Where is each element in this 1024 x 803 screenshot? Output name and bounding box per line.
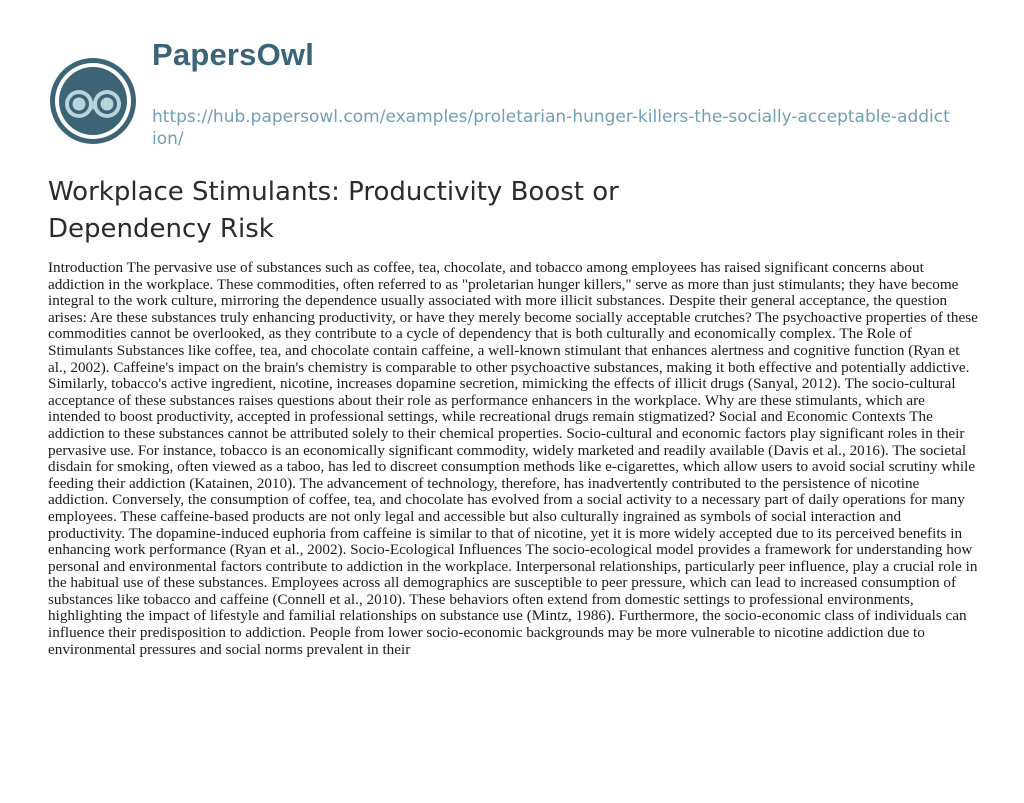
brand-name: PapersOwl [152, 37, 315, 72]
source-url-link[interactable]: https://hub.papersowl.com/examples/proletarian-hunger-killers-the-socially-acceptable-addiction/ [152, 107, 950, 149]
document-title: Workplace Stimulants: Productivity Boost or Dependency Risk [48, 177, 619, 244]
document-body: Introduction The pervasive use of substances such as coffee, tea, chocolate, and tobacco among employees has raised significant concerns about addiction in the workplace. These commodities, often referred to as "proletarian hunger killers," serve as more than just stimulants; they have become integral to the work culture, mirroring the dependence usually associated with more illicit substances. Despite their general acceptance, the question arises: Are these substances truly enhancing productivity, or have they merely become socially acceptable crutches? The psychoactive properties of these commodities cannot be overlooked, as they contribute to a cycle of dependency that is both culturally and economically complex. The Role of Stimulants Substances like coffee, tea, and chocolate contain caffeine, a well-known stimulant that enhances alertness and cognitive function (Ryan et al., 2002). Caffeine's impact on the brain's chemistry is comparable to other psychoactive substances, making it both effective and potentially addictive. Similarly, tobacco's active ingredient, nicotine, increases dopamine secretion, mimicking the effects of illicit drugs (Sanyal, 2012). The socio-cultural acceptance of these substances raises questions about their role as performance enhancers in the workplace. Why are these stimulants, which are intended to boost productivity, accepted in professional settings, while recreational drugs remain stigmatized? Social and Economic Contexts The addiction to these substances cannot be attributed solely to their chemical properties. Socio-cultural and economic factors play significant roles in their pervasive use. For instance, tobacco is an economically significant commodity, widely marketed and readily available (Davis et al., 2016). The societal disdain for smoking, often viewed as a taboo, has led to discreet consumption methods like e-cigarettes, which allow users to avoid social scrutiny while feeding their addiction (Katainen, 2010). The advancement of technology, therefore, has inadvertently contributed to the persistence of nicotine addiction. Conversely, the consumption of coffee, tea, and chocolate has evolved from a social activity to a necessary part of daily operations for many employees. These caffeine-based products are not only legal and accessible but also culturally ingrained as symbols of social interaction and productivity. The dopamine-induced euphoria from caffeine is similar to that of nicotine, yet it is more widely accepted due to its perceived benefits in enhancing work performance (Ryan et al., 2002). Socio-Ecological Influences The socio-ecological model provides a framework for understanding how personal and environmental factors contribute to addiction in the workplace. Interpersonal relationships, particularly peer influence, play a crucial role in the habitual use of these substances. Employees across all demographics are susceptible to peer pressure, which can lead to increased consumption of substances like tobacco and caffeine (Connell et al., 2010). These behaviors often extend from domestic settings to professional environments, highlighting the impact of lifestyle and familial relationships on substance use (Mintz, 1986). Furthermore, the socio-economic class of individuals can influence their predisposition to addiction. People from lower socio-economic backgrounds may be more vulnerable to nicotine addiction due to environmental pressures and social norms prevalent in their [48, 259, 978, 658]
document-header [48, 36, 988, 156]
owl-eyes-logo-icon [48, 56, 138, 146]
